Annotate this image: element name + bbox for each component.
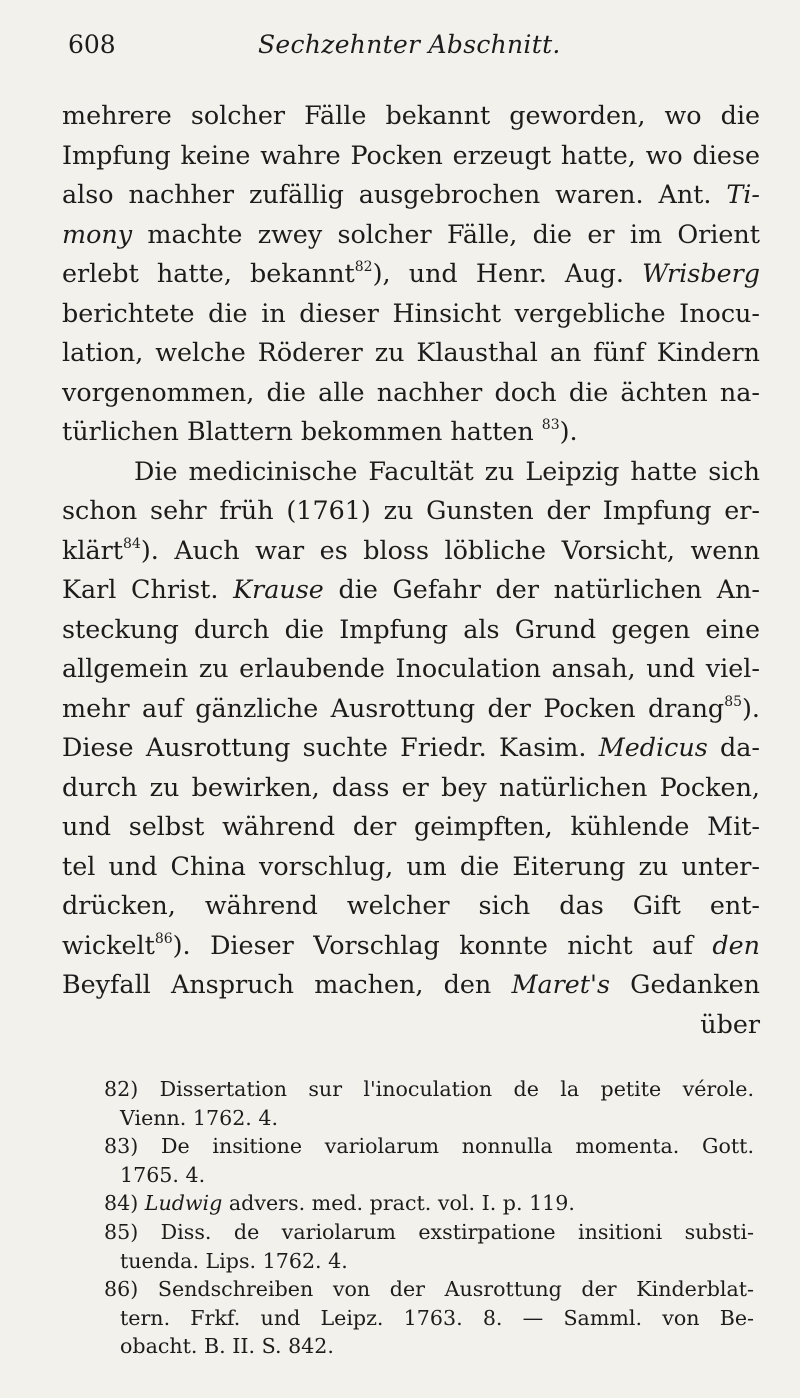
footnote-86: 86) Sendschreiben von der Ausrottung der Kinderblat- tern. Frkf. und Leipz. 1763. 8. — Samml. von Be- obacht. B. II. S. 842. bbox=[104, 1277, 754, 1359]
page-header bbox=[68, 30, 768, 74]
footnote-ref: 82 bbox=[354, 259, 373, 275]
text-line: türlichen Blattern bekommen hatten $^{83}$). bbox=[62, 416, 578, 446]
footnote-ref: 85 bbox=[724, 693, 743, 710]
footnote-ref: 84 bbox=[123, 535, 141, 552]
text-line: steckung durch die Impfung als Grund gegen eine bbox=[62, 613, 760, 644]
footnote-ref: 86 bbox=[154, 930, 173, 947]
text-line: allgemein zu erlaubende Inoculation ansah, und viel- bbox=[62, 653, 760, 683]
text-line: drücken, während welcher sich das Gift ent- bbox=[62, 890, 760, 920]
text-line: mehr auf gänzliche Ausrottung der Pocken drang$^{85}$). bbox=[62, 692, 760, 723]
text-line: lation, welche Röderer zu Klausthal an fünf Kindern bbox=[62, 337, 760, 367]
footnote-ref: 83 bbox=[541, 417, 560, 433]
text-line: berichtete die in dieser Hinsicht vergebliche Inocu- bbox=[62, 297, 760, 328]
text-line: erlebt hatte, bekannt$^{82}$), und Henr. Aug. Wrisberg bbox=[62, 258, 760, 288]
body-text bbox=[62, 96, 760, 1044]
text-line: wickelt$^{86}$). Dieser Vorschlag konnte nicht auf den bbox=[62, 929, 760, 960]
catchword: über bbox=[700, 1008, 760, 1039]
page-number: 608 bbox=[68, 30, 116, 59]
text-line: Beyfall Anspruch machen, den Maret's Gedanken bbox=[62, 969, 760, 999]
text-line: Karl Christ. Krause die Gefahr der natürlichen An- bbox=[62, 574, 760, 604]
footnotes bbox=[104, 1075, 754, 1361]
text-line: Impfung keine wahre Pocken erzeugt hatte, wo diese bbox=[62, 139, 760, 170]
footnote-84: 84) Ludwig advers. med. pract. vol. I. p. 119. bbox=[104, 1191, 575, 1216]
text-line: klärt$^{84}$). Auch war es bloss löbliche Vorsicht, wenn bbox=[62, 534, 760, 565]
text-line: vorgenommen, die alle nachher doch die ächten na- bbox=[62, 376, 760, 407]
text-line: durch zu bewirken, dass er bey natürlichen Pocken, bbox=[62, 771, 760, 802]
footnote-82: 82) Dissertation sur l'inoculation de la petite vérole. Vienn. 1762. 4. bbox=[104, 1077, 754, 1130]
text-line: tel und China vorschlug, um die Eiterung zu unter- bbox=[62, 850, 760, 881]
footnote-85: 85) Diss. de variolarum exstirpatione insitioni substi- tuenda. Lips. 1762. 4. bbox=[104, 1219, 754, 1273]
text-line: Diese Ausrottung suchte Friedr. Kasim. Medicus da- bbox=[62, 732, 760, 762]
text-line: und selbst während der geimpften, kühlende Mit- bbox=[62, 811, 760, 841]
text-line: mehrere solcher Fälle bekannt geworden, wo die bbox=[62, 100, 760, 130]
text-line: mony machte zwey solcher Fälle, die er im Orient bbox=[62, 218, 760, 249]
footnote-83: 83) De insitione variolarum nonnulla momenta. Gott. 1765. 4. bbox=[104, 1134, 754, 1187]
text-line: schon sehr früh (1761) zu Gunsten der Impfung er- bbox=[62, 495, 760, 525]
text-line: also nachher zufällig ausgebrochen waren. Ant. Ti- bbox=[62, 179, 760, 209]
text-line: Die medicinische Facultät zu Leipzig hatte sich bbox=[134, 455, 760, 486]
running-head: Sechzehnter Abschnitt. bbox=[258, 30, 561, 59]
